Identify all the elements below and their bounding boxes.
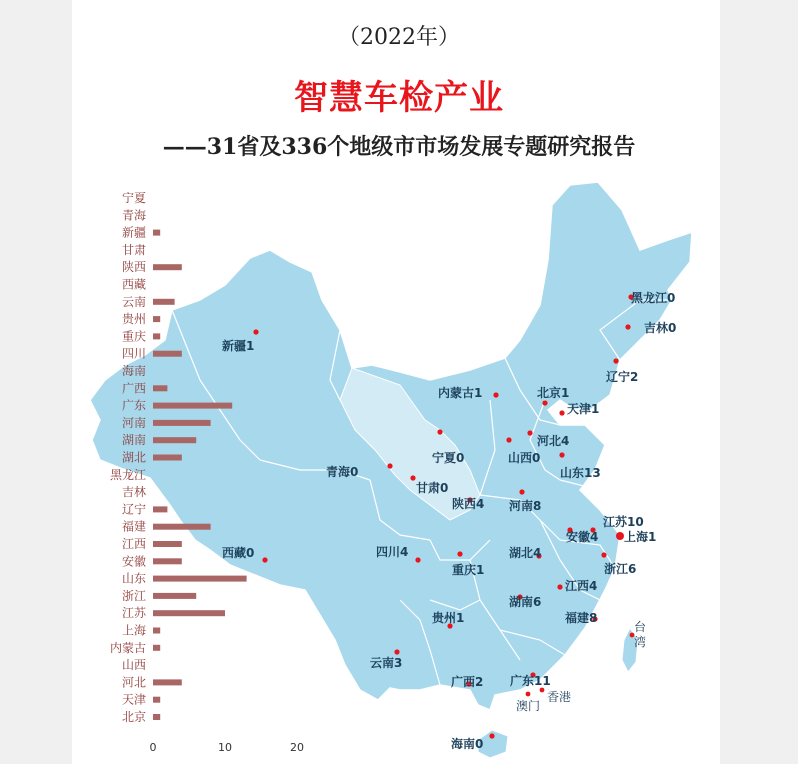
province-label: 浙江6	[604, 562, 637, 576]
bar-label: 辽宁	[121, 502, 146, 517]
report-title: 智慧车检产业	[294, 78, 504, 118]
x-tick-label: 0	[149, 741, 157, 754]
bar-label: 云南	[121, 294, 146, 309]
bar-label: 宁夏	[121, 191, 146, 205]
province-label: 湖南6	[509, 595, 542, 609]
bar-label: 陕西	[121, 260, 146, 275]
bar	[153, 679, 182, 685]
city-dot	[559, 452, 564, 457]
province-label: 河南8	[509, 499, 542, 513]
bar-label: 河南	[121, 415, 146, 430]
bar-label: 河北	[121, 675, 146, 690]
city-dot	[387, 463, 392, 468]
bar	[153, 385, 167, 391]
province-label: 江苏10	[603, 515, 644, 529]
city-dot	[493, 392, 498, 397]
province-label: 甘肃0	[416, 481, 449, 495]
bar	[153, 299, 175, 305]
city-dot	[613, 358, 618, 363]
bar	[153, 230, 160, 236]
province-label: 江西4	[565, 579, 598, 593]
region-label: 湾	[634, 635, 647, 649]
bar-label: 山东	[121, 571, 146, 586]
bar	[153, 524, 211, 530]
bar-label: 江西	[121, 537, 146, 551]
province-label: 四川4	[376, 545, 409, 559]
bar	[153, 403, 232, 409]
province-label: 山西0	[508, 451, 541, 465]
city-dot	[527, 430, 532, 435]
bar	[153, 593, 196, 599]
province-label: 西藏0	[222, 546, 255, 560]
province-label: 广东11	[510, 674, 551, 688]
city-dot	[542, 400, 547, 405]
province-label: 天津1	[567, 402, 600, 416]
bar-label: 贵州	[121, 312, 146, 327]
bar	[153, 697, 160, 703]
city-dot	[253, 329, 258, 334]
macau-dot	[526, 692, 531, 697]
bar-label: 福建	[121, 519, 146, 534]
bar-label: 江苏	[121, 606, 146, 621]
taiwan-dot	[630, 633, 635, 638]
province-label: 海南0	[451, 737, 484, 751]
province-label: 福建8	[565, 611, 598, 625]
bar-label: 广东	[121, 398, 146, 413]
bar-label: 青海	[121, 208, 146, 223]
bar-label: 内蒙古	[109, 640, 146, 655]
bar	[153, 610, 225, 616]
bar-label: 西藏	[121, 277, 146, 292]
city-dot	[457, 551, 462, 556]
bar	[153, 506, 167, 512]
bar-label: 新疆	[121, 225, 146, 240]
region-label: 香港	[547, 690, 572, 704]
x-tick-label: 20	[290, 741, 304, 754]
province-label: 贵州1	[432, 611, 465, 625]
bar	[153, 351, 182, 357]
bar-label: 黑龙江	[109, 467, 146, 482]
bar-label: 甘肃	[121, 242, 146, 257]
bar-label: 山西	[121, 658, 146, 673]
bar	[153, 645, 160, 651]
bar-label: 浙江	[121, 588, 146, 603]
province-label: 湖北4	[509, 546, 542, 560]
province-label: 吉林0	[644, 321, 677, 335]
province-label: 黑龙江0	[631, 291, 676, 305]
province-label: 安徽4	[566, 530, 599, 544]
province-label: 广西2	[451, 675, 484, 689]
region-label: 台	[634, 620, 647, 634]
city-dot	[415, 557, 420, 562]
city-dot	[394, 649, 399, 654]
bar-label: 上海	[121, 623, 146, 638]
bar	[153, 558, 182, 564]
bar	[153, 714, 160, 720]
region-label: 澳门	[516, 699, 541, 713]
city-dot	[625, 324, 630, 329]
province-label: 上海1	[624, 530, 657, 544]
bar	[153, 264, 182, 270]
city-dot	[437, 429, 442, 434]
province-label: 辽宁2	[606, 370, 639, 384]
province-label: 北京1	[537, 386, 570, 400]
bar	[153, 333, 160, 339]
bar-label: 广西	[121, 381, 146, 396]
province-label: 重庆1	[452, 563, 485, 577]
bar-label: 湖北	[121, 450, 146, 465]
city-dot	[519, 489, 524, 494]
bar-label: 四川	[121, 346, 146, 361]
bar-label: 北京	[121, 710, 146, 724]
bar	[153, 541, 182, 547]
report-subtitle: ——31省及336个地级市市场发展专题研究报告	[162, 134, 636, 160]
city-dot	[601, 552, 606, 557]
bar-label: 吉林	[121, 485, 146, 500]
bar-label: 海南	[121, 364, 146, 378]
city-dot	[506, 437, 511, 442]
province-label: 陕西4	[452, 497, 485, 511]
city-dot	[616, 532, 624, 540]
bar	[153, 455, 182, 461]
x-tick-label: 10	[218, 741, 232, 754]
city-dot	[262, 557, 267, 562]
bar	[153, 316, 160, 322]
bar-label: 天津	[121, 692, 146, 707]
province-label: 内蒙古1	[438, 386, 483, 400]
province-label: 云南3	[370, 656, 403, 670]
city-dot	[489, 733, 494, 738]
province-label: 河北4	[537, 434, 570, 448]
report-year: （2022年）	[338, 25, 460, 50]
bar-label: 安徽	[121, 554, 146, 569]
bar	[153, 420, 211, 426]
bar-label: 重庆	[121, 329, 146, 344]
bar	[153, 628, 160, 634]
province-label: 宁夏0	[432, 451, 465, 465]
city-dot	[559, 410, 564, 415]
bar	[153, 576, 247, 582]
province-label: 山东13	[560, 466, 601, 480]
hongkong-dot	[540, 688, 545, 693]
province-label: 青海0	[326, 465, 359, 479]
city-dot	[557, 584, 562, 589]
bar	[153, 437, 196, 443]
bar-label: 湖南	[121, 433, 146, 448]
city-dot	[410, 475, 415, 480]
province-label: 新疆1	[222, 339, 255, 353]
